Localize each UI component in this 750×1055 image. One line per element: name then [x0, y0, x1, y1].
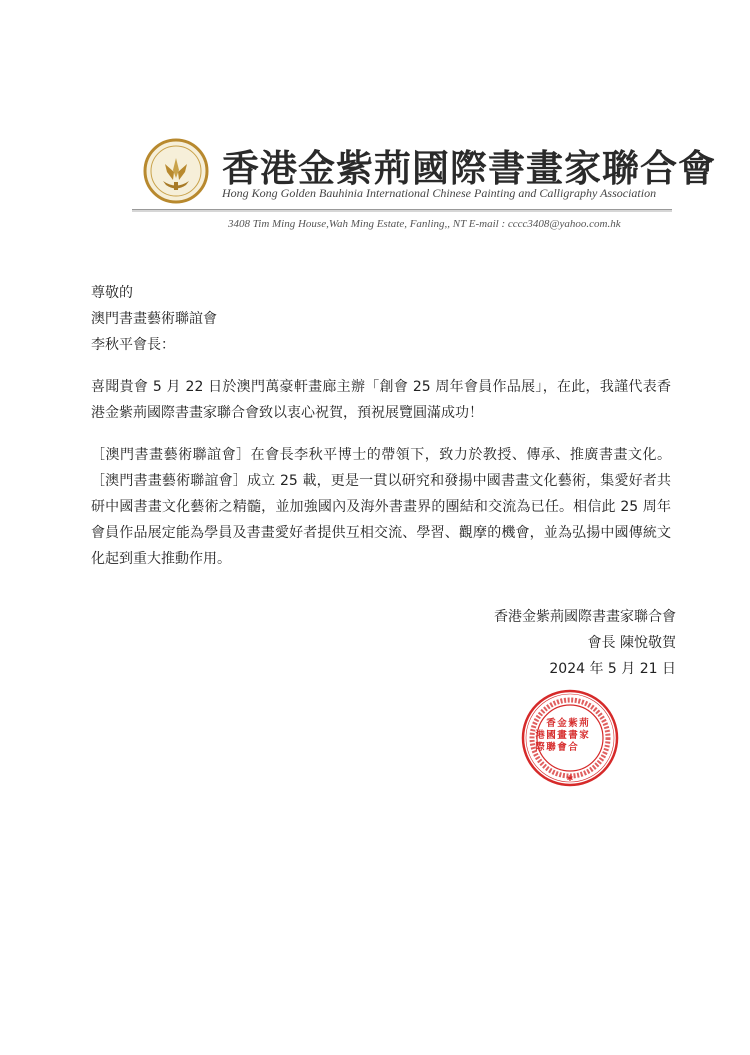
letterhead	[0, 0, 750, 240]
svg-text:國: 國	[546, 730, 556, 741]
signature-date: 2024 年 5 月 21 日	[549, 661, 676, 677]
svg-text:✱: ✱	[566, 774, 574, 783]
signature-organization: 香港金紫荊國際書畫家聯合會	[494, 609, 676, 625]
svg-text:香: 香	[546, 718, 556, 729]
svg-text:港: 港	[535, 730, 545, 741]
letterhead-address: 3408 Tim Ming House,Wah Ming Estate, Fanling,, NT E-mail : cccc3408@yahoo.com.hk	[228, 218, 621, 230]
svg-text:合: 合	[568, 742, 578, 753]
organization-seal-icon	[520, 688, 620, 788]
svg-text:荊: 荊	[579, 718, 589, 729]
signature-signer: 會長 陳悅敬賀	[587, 635, 676, 651]
svg-text:畫: 畫	[557, 730, 567, 741]
svg-text:會: 會	[557, 742, 567, 753]
svg-text:書: 書	[568, 730, 578, 741]
svg-text:金: 金	[557, 718, 567, 729]
salutation-line-3: 李秋平會長：	[91, 337, 175, 353]
svg-text:際: 際	[535, 742, 545, 753]
paragraph-1: 喜聞貴會 5 月 22 日於澳門萬豪軒畫廊主辦「創會 25 周年會員作品展」，在此，我謹代表香港金紫荊國際書畫家聯合會致以衷心祝賀，預祝展覽圓滿成功！	[91, 379, 671, 421]
svg-text:紫: 紫	[568, 718, 578, 729]
svg-text:家: 家	[579, 730, 589, 741]
letterhead-rule	[132, 209, 672, 212]
salutation	[91, 280, 671, 358]
salutation-line-2: 澳門書畫藝術聯誼會	[91, 311, 217, 327]
bauhinia-logo-icon	[143, 138, 209, 204]
svg-text:聯: 聯	[546, 742, 556, 753]
paragraph-2: ［澳門書畫藝術聯誼會］在會長李秋平博士的帶領下，致力於教授、傳承、推廣書畫文化。［澳門書畫藝術聯誼會］成立 25 載，更是一貫以研究和發揚中國書畫文化藝術，集愛好者共研中國書畫文化藝術之精髓，並加強國內及海外書畫界的團結和交流為已任。相信此 25 周年會員作品展定能為學員及書畫愛好者提供互相交流、學習、觀摩的機會，並為弘揚中國傳統文化起到重大推動作用。	[91, 447, 671, 567]
letterhead-title-en: Hong Kong Golden Bauhinia International Chinese Painting and Calligraphy Association	[222, 186, 657, 200]
salutation-line-1: 尊敬的	[91, 285, 133, 301]
letterhead-title-cn: 香港金紫荊國際書畫家聯合會	[222, 146, 716, 190]
signature-block	[494, 604, 676, 682]
letter-body	[91, 280, 671, 572]
